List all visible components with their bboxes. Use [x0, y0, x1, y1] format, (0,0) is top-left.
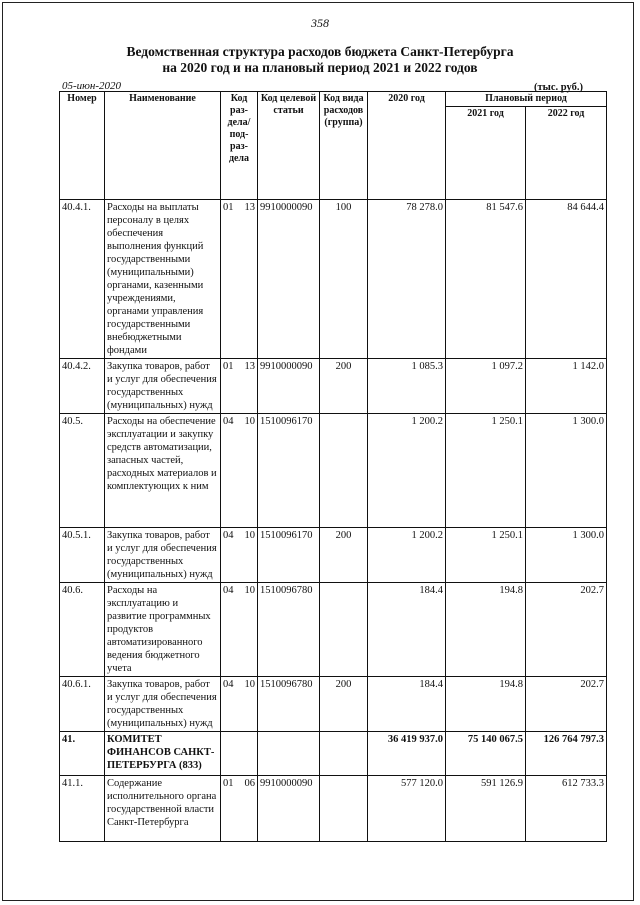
podrazdel-code: 10 — [244, 530, 255, 541]
title-line-2: на 2020 год и на плановый период 2021 и 2022 годов — [162, 60, 478, 75]
row-number: 40.6.1. — [60, 677, 105, 732]
row-2022: 1 300.0 — [526, 414, 607, 528]
row-name: Закупка товаров, работ и услуг для обеспечения государственных (муниципальных) нужд — [105, 677, 221, 732]
row-2021: 81 547.6 — [446, 200, 526, 359]
razdel-code: 04 — [223, 530, 234, 541]
row-2020: 184.4 — [368, 583, 446, 677]
row-2022: 126 764 797.3 — [526, 732, 607, 776]
row-kcs: 1510096780 — [258, 583, 320, 677]
row-2022: 202.7 — [526, 583, 607, 677]
row-razdel — [221, 776, 258, 842]
podrazdel-code: 06 — [244, 778, 255, 789]
razdel-code: 01 — [223, 778, 234, 789]
row-2022: 1 142.0 — [526, 359, 607, 414]
row-kcs: 9910000090 — [258, 359, 320, 414]
document-date: 05-июн-2020 — [62, 80, 122, 92]
row-kvr — [320, 732, 368, 776]
row-2020: 184.4 — [368, 677, 446, 732]
row-2021: 1 250.1 — [446, 528, 526, 583]
row-kcs: 1510096780 — [258, 677, 320, 732]
row-number: 41.1. — [60, 776, 105, 842]
row-2021: 75 140 067.5 — [446, 732, 526, 776]
row-2020: 1 200.2 — [368, 414, 446, 528]
table-row — [60, 776, 607, 842]
razdel-code: 04 — [223, 585, 234, 596]
razdel-code: 04 — [223, 416, 234, 427]
row-number: 40.6. — [60, 583, 105, 677]
razdel-code: 01 — [223, 361, 234, 372]
row-number: 40.4.2. — [60, 359, 105, 414]
row-2022: 84 644.4 — [526, 200, 607, 359]
header-kvr: Код вида расходов (группа) — [320, 92, 368, 200]
title-line-1: Ведомственная структура расходов бюджета Санкт-Петербурга — [126, 44, 514, 59]
table-row — [60, 677, 607, 732]
row-2020: 1 200.2 — [368, 528, 446, 583]
row-name: Расходы на выплаты персоналу в целях обеспечения выполнения функций государственными (муниципальными) органами, казенными учреждениями, органами управления государственными внебюджетными фондами — [105, 200, 221, 359]
header-row-1 — [60, 92, 607, 107]
row-number: 40.5. — [60, 414, 105, 528]
row-2022: 202.7 — [526, 677, 607, 732]
header-kcs: Код целевой статьи — [258, 92, 320, 200]
row-razdel — [221, 414, 258, 528]
podrazdel-code: 10 — [244, 679, 255, 690]
row-kcs: 9910000090 — [258, 200, 320, 359]
row-kvr: 100 — [320, 200, 368, 359]
row-2020: 577 120.0 — [368, 776, 446, 842]
row-name: Расходы на обеспечение эксплуатации и закупку средств автоматизации, запасных частей, расходных материалов и комплектующих к ним — [105, 414, 221, 528]
row-number: 40.4.1. — [60, 200, 105, 359]
row-razdel — [221, 732, 258, 776]
row-name: КОМИТЕТ ФИНАНСОВ САНКТ-ПЕТЕРБУРГА (833) — [105, 732, 221, 776]
row-kvr: 200 — [320, 359, 368, 414]
row-2022: 612 733.3 — [526, 776, 607, 842]
units-label: (тыс. руб.) — [534, 82, 583, 93]
row-2021: 591 126.9 — [446, 776, 526, 842]
page-number: 358 — [311, 16, 329, 30]
row-name: Расходы на эксплуатацию и развитие программных продуктов автоматизированного ведения бюджетного учета — [105, 583, 221, 677]
row-razdel — [221, 200, 258, 359]
row-2020: 36 419 937.0 — [368, 732, 446, 776]
row-kcs: 1510096170 — [258, 414, 320, 528]
row-name: Закупка товаров, работ и услуг для обеспечения государственных (муниципальных) нужд — [105, 528, 221, 583]
row-kvr: 200 — [320, 528, 368, 583]
row-2022: 1 300.0 — [526, 528, 607, 583]
header-2020: 2020 год — [368, 92, 446, 200]
table-row — [60, 732, 607, 776]
table-row — [60, 528, 607, 583]
razdel-code: 04 — [223, 679, 234, 690]
table-row — [60, 200, 607, 359]
podrazdel-code: 13 — [244, 202, 255, 213]
row-razdel — [221, 583, 258, 677]
page-title — [0, 44, 640, 76]
header-name: Наименование — [105, 92, 221, 200]
table-row — [60, 414, 607, 528]
table-row — [60, 583, 607, 677]
header-razdel: Код раз-дела/ под-раз-дела — [221, 92, 258, 200]
row-razdel — [221, 528, 258, 583]
row-2020: 78 278.0 — [368, 200, 446, 359]
table-body — [60, 200, 607, 842]
row-2021: 1 250.1 — [446, 414, 526, 528]
podrazdel-code: 10 — [244, 416, 255, 427]
row-2021: 194.8 — [446, 583, 526, 677]
header-number: Номер — [60, 92, 105, 200]
podrazdel-code: 13 — [244, 361, 255, 372]
row-kvr — [320, 776, 368, 842]
row-kcs: 1510096170 — [258, 528, 320, 583]
razdel-code: 01 — [223, 202, 234, 213]
row-kvr — [320, 414, 368, 528]
header-2021: 2021 год — [446, 107, 526, 200]
row-name: Содержание исполнительного органа государственной власти Санкт-Петербурга — [105, 776, 221, 842]
row-razdel — [221, 359, 258, 414]
row-kvr — [320, 583, 368, 677]
row-kcs — [258, 732, 320, 776]
row-2020: 1 085.3 — [368, 359, 446, 414]
table-row — [60, 359, 607, 414]
row-2021: 194.8 — [446, 677, 526, 732]
row-kcs: 9910000090 — [258, 776, 320, 842]
row-2021: 1 097.2 — [446, 359, 526, 414]
budget-table — [59, 91, 607, 842]
row-razdel — [221, 677, 258, 732]
header-plan-period: Плановый период — [446, 92, 607, 107]
row-number: 41. — [60, 732, 105, 776]
row-name: Закупка товаров, работ и услуг для обеспечения государственных (муниципальных) нужд — [105, 359, 221, 414]
header-2022: 2022 год — [526, 107, 607, 200]
podrazdel-code: 10 — [244, 585, 255, 596]
row-kvr: 200 — [320, 677, 368, 732]
row-number: 40.5.1. — [60, 528, 105, 583]
